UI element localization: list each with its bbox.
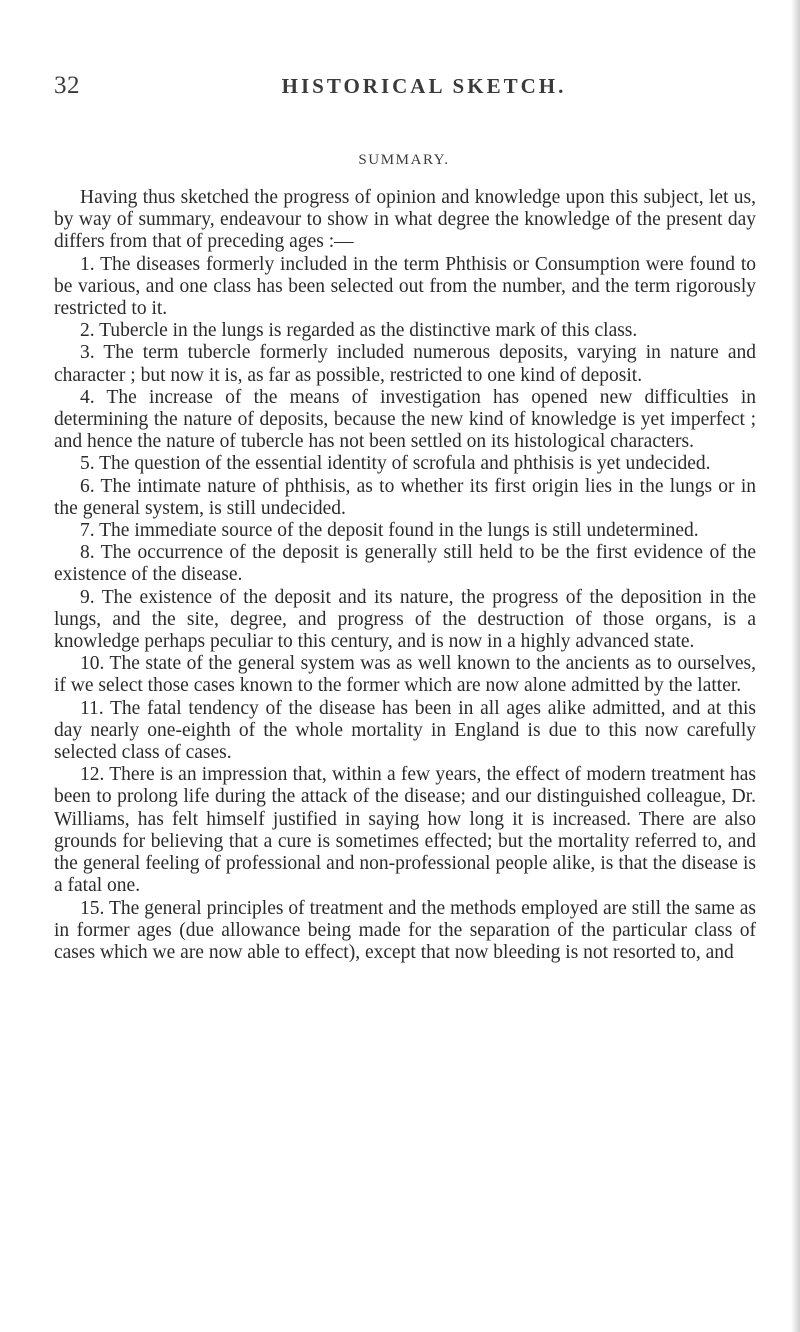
paragraph-item-2: 2. Tubercle in the lungs is regarded as the distinctive mark of this class.: [80, 320, 638, 342]
paragraph-item-1: 1. The diseases formerly included in the term Phthisis or Consumption were found to be various, and one class has been selected out from the number, and the term rigorously restricted to it.: [54, 253, 756, 320]
body-text: [54, 187, 756, 964]
page-edge-shadow: [791, 0, 800, 1332]
running-title: HISTORICAL SKETCH.: [281, 74, 567, 98]
paragraph-item-11: 11. The fatal tendency of the disease has been in all ages alike admitted, and at this day nearly one-eighth of the whole mortality in England is due to this now carefully selected class of cases.: [54, 697, 756, 764]
paragraph-item-5: 5. The question of the essential identity of scrofula and phthisis is yet undecided.: [80, 453, 711, 475]
paragraph-intro: Having thus sketched the progress of opinion and knowledge upon this subject, let us, by way of summary, endeavour to show in what degree the knowledge of the present day differs from that of preceding ages :—: [54, 187, 756, 253]
paragraph-item-7: 7. The immediate source of the deposit found in the lungs is still undetermined.: [80, 520, 699, 542]
paragraph-item-10: 10. The state of the general system was as well known to the ancients as to ourselves, if we select those cases known to the former which are now alone admitted by the latter.: [54, 653, 756, 697]
paragraph-item-4: 4. The increase of the means of investigation has opened new difficulties in determining the nature of deposits, because the new kind of knowledge is yet imperfect ; and hence the nature of tubercle has not been settled on its histological characters.: [54, 386, 756, 453]
paragraph-item-12: 12. There is an impression that, within a few years, the effect of modern treatment has been to prolong life during the attack of the disease; and our distinguished colleague, Dr. Williams, has felt himself justified in saying how long it is increased. There are also grounds for believing that a cure is sometimes effected; but the mortality referred to, and the general feeling of professional and non-professional people alike, is that the disease is a fatal one.: [54, 764, 756, 897]
paragraph-item-9: 9. The existence of the deposit and its nature, the progress of the deposition in the lungs, and the site, degree, and progress of the destruction of those organs, is a knowledge perhaps peculiar to this century, and is now in a highly advanced state.: [54, 586, 756, 653]
section-title: SUMMARY.: [358, 152, 450, 168]
page-number: 32: [54, 72, 80, 99]
paragraph-item-8: 8. The occurrence of the deposit is generally still held to be the first evidence of the existence of the disease.: [54, 542, 756, 586]
paragraph-item-15: 15. The general principles of treatment and the methods employed are still the same as in former ages (due allowance being made for the separation of the particular class of cases which we are now able to effect), except that now bleeding is not resorted to, and: [54, 897, 756, 963]
paragraph-item-6: 6. The intimate nature of phthisis, as to whether its first origin lies in the lungs or in the general system, is still undecided.: [54, 475, 756, 519]
page-header: [54, 72, 754, 102]
paragraph-item-3: 3. The term tubercle formerly included numerous deposits, varying in nature and character ; but now it is, as far as possible, restricted to one kind of deposit.: [54, 342, 756, 386]
